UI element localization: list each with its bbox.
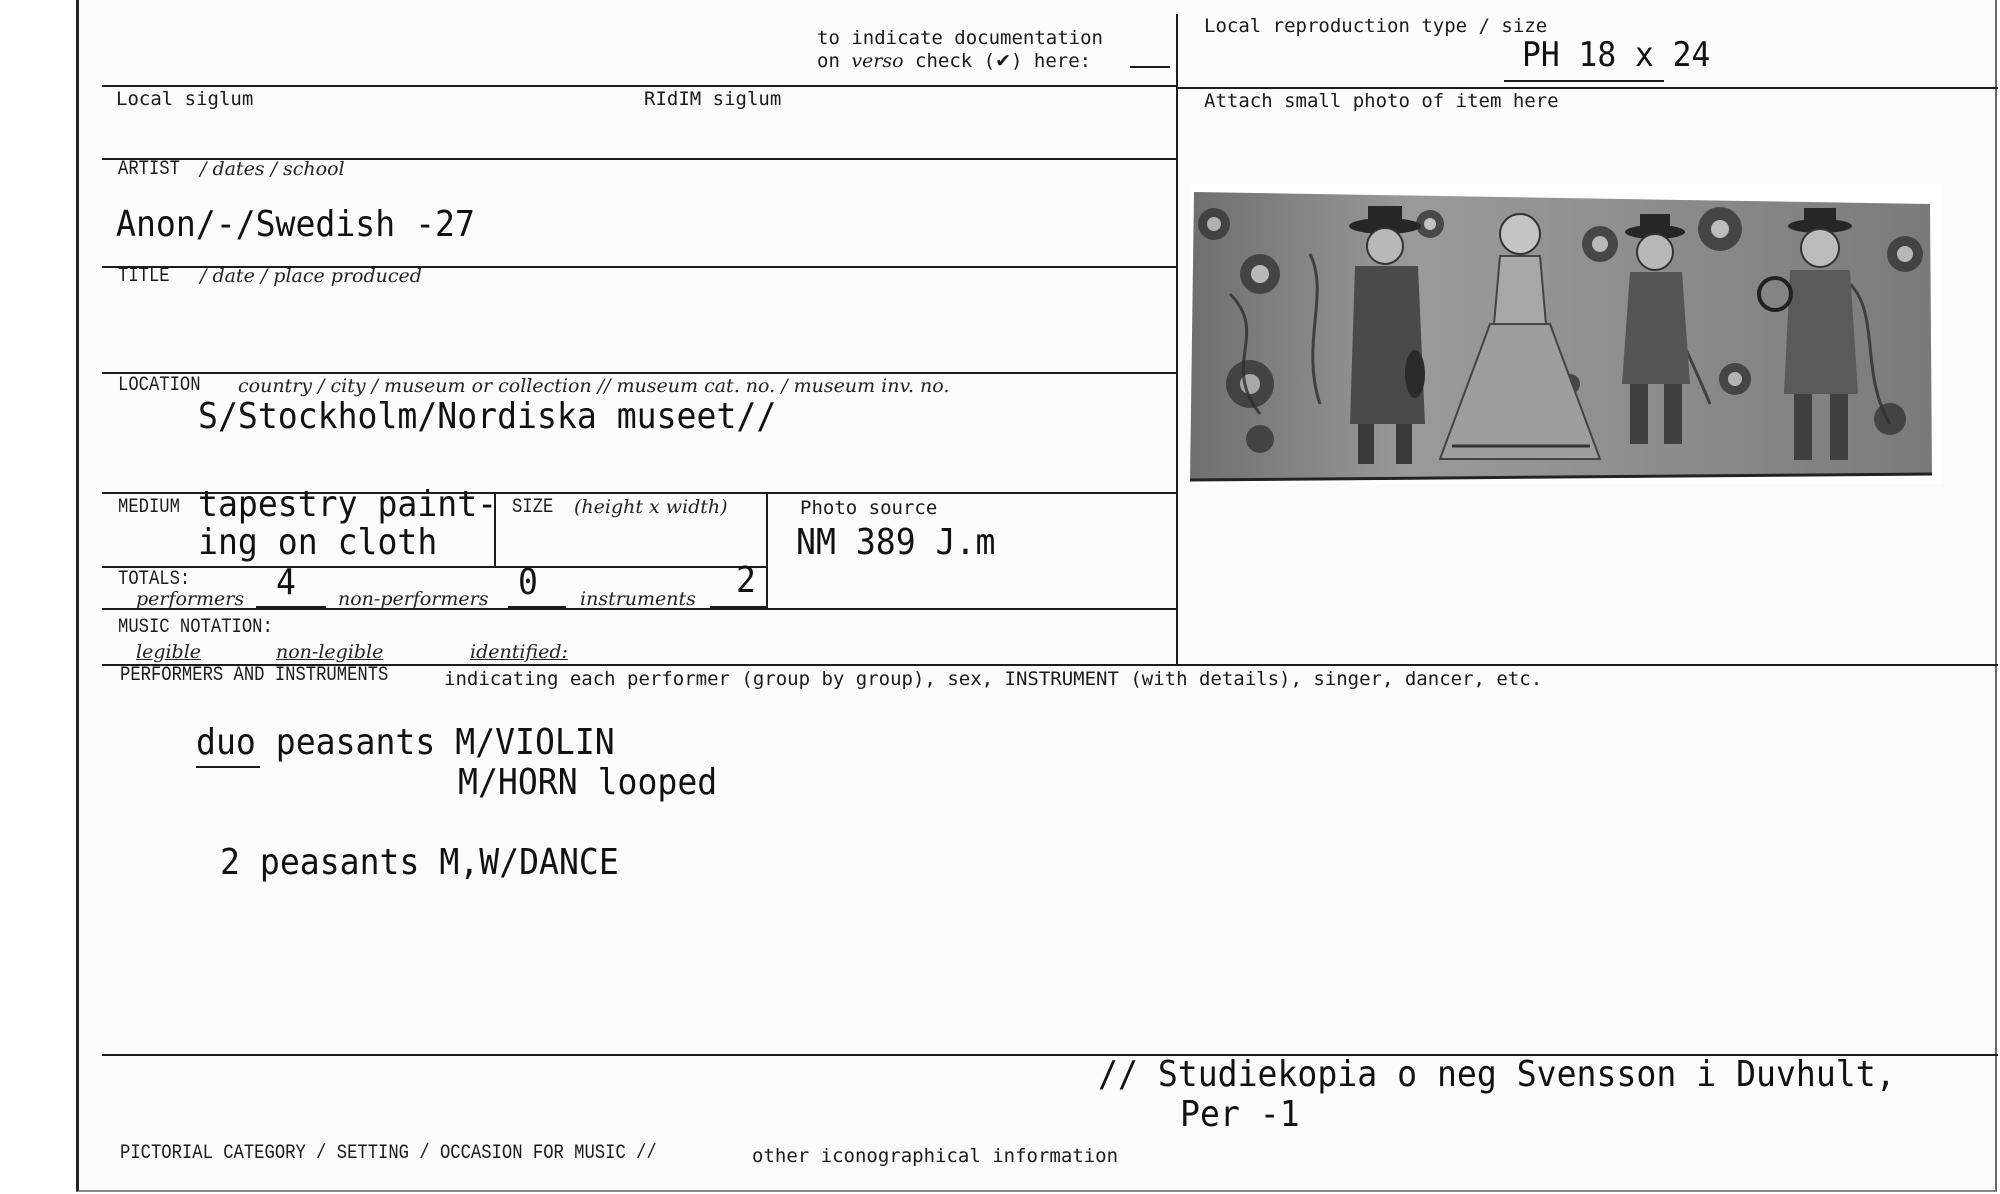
rule-reproduction-underline [1504, 80, 1664, 82]
verso-mid: check ( [903, 50, 996, 72]
rule-duo-underline [196, 766, 260, 768]
location-sublabel: country / city / museum or collection // museum cat. no. / museum inv. no. [238, 375, 950, 397]
artist-value: Anon/-/Swedish -27 [116, 204, 475, 245]
rule-title-bottom [102, 372, 1176, 374]
rule-totals-instr-blank [710, 606, 766, 608]
performers-line-1 [196, 722, 615, 763]
medium-value-line1: tapestry paint- [198, 484, 498, 525]
attach-photo-label: Attach small photo of item here [1204, 90, 1559, 112]
performers-instruments-sublabel: indicating each performer (group by group), sex, INSTRUMENT (with details), singer, dancer, etc. [444, 668, 1543, 690]
verso-word: verso [851, 50, 904, 72]
artist-sublabel: / dates / school [200, 158, 345, 180]
medium-value-line2: ing on cloth [198, 522, 438, 563]
totals-label: TOTALS: [118, 568, 191, 591]
performers-label: performers [136, 588, 245, 610]
non-performers-label: non-performers [338, 588, 489, 610]
instruments-label: instruments [580, 588, 696, 610]
rule-size-photosrc-divider [766, 492, 768, 610]
verso-instruction-line1: to indicate documentation [817, 27, 1103, 49]
verso-instruction-line2 [817, 50, 1091, 72]
verso-prefix: on [817, 50, 852, 72]
non-performers-value: 0 [518, 562, 538, 603]
artist-label: ARTIST [118, 158, 180, 181]
location-value: S/Stockholm/Nordiska museet// [198, 396, 777, 437]
rule-header-bottom-right [1178, 87, 1998, 89]
location-label: LOCATION [118, 374, 201, 397]
pictorial-category-label: PICTORIAL CATEGORY / SETTING / OCCASION FOR MUSIC // [120, 1142, 657, 1165]
reproduction-value: PH 18 x 24 [1522, 35, 1711, 75]
performers-line-1-rest: peasants M/VIOLIN [255, 722, 615, 763]
performers-instruments-label: PERFORMERS AND INSTRUMENTS [120, 664, 389, 687]
tapestry-painting-image [1190, 184, 1942, 484]
performers-value: 4 [276, 562, 296, 603]
size-sublabel: (height x width) [574, 496, 728, 518]
local-siglum-label: Local siglum [116, 88, 254, 110]
rule-totals-performers-blank [256, 606, 326, 608]
rule-center-divider [1176, 14, 1178, 666]
size-label: SIZE [512, 496, 554, 519]
performers-line-3: 2 peasants M,W/DANCE [220, 842, 619, 883]
instruments-value: 2 [736, 560, 756, 601]
note-line-2: Per -1 [1180, 1094, 1300, 1135]
photo-source-value: NM 389 J.m [796, 522, 996, 563]
music-notation-label: MUSIC NOTATION: [118, 616, 273, 639]
non-legible-label: non-legible [276, 641, 384, 663]
attached-photo [1190, 184, 1942, 484]
performers-line-2: M/HORN looped [458, 762, 718, 803]
legible-label: legible [136, 641, 202, 663]
ridim-siglum-label: RIdIM siglum [644, 88, 782, 110]
note-line-1: // Studiekopia o neg Svensson i Duvhult, [1098, 1054, 1896, 1095]
title-label: TITLE [118, 265, 170, 288]
photo-source-label: Photo source [800, 497, 938, 519]
rule-medium-bottom [102, 566, 766, 568]
title-sublabel: / date / place produced [200, 265, 422, 287]
medium-label: MEDIUM [118, 496, 180, 519]
duo-word: duo [196, 722, 256, 763]
check-mark-icon: ✔ [995, 50, 1012, 72]
pictorial-category-sublabel: other iconographical information [752, 1145, 1119, 1167]
rule-verso-blank [1130, 66, 1170, 68]
rule-header-bottom [102, 85, 1176, 87]
identified-label: identified: [470, 641, 568, 663]
verso-suffix: ) here: [1011, 50, 1092, 72]
reproduction-label: Local reproduction type / size [1204, 15, 1548, 37]
rule-totals-nonperf-blank [508, 606, 566, 608]
